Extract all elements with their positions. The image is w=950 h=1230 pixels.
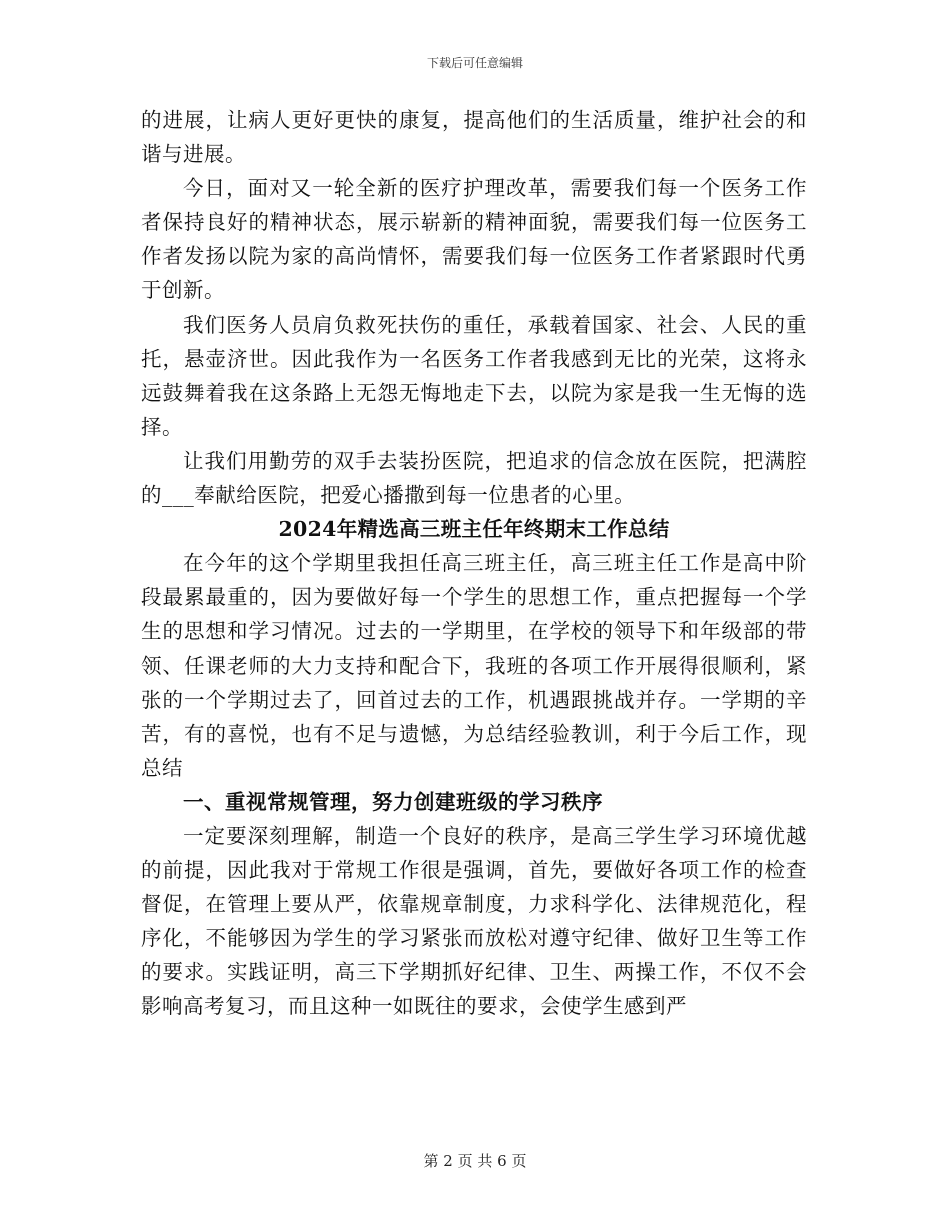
page-header: 下载后可任意编辑: [426, 56, 523, 70]
paragraph-5: 在今年的这个学期里我担任高三班主任，高三班主任工作是高中阶段最累最重的，因为要做好每一个学生的思想工作，重点把握每一个学生的思想和学习情况。过去的一学期里，在学校的领导下和年级部的带领、任课老师的大力支持和配合下，我班的各项工作开展得很顺利，紧张的一个学期过去了，回首过去的工作，机遇跟挑战并存。一学期的辛苦，有的喜悦，也有不足与遗憾，为总结经验教训，利于今后工作，现总结: [141, 551, 807, 780]
paragraph-6: 一定要深刻理解，制造一个良好的秩序，是高三学生学习环境优越的前提，因此我对于常规工作很是强调，首先，要做好各项工作的检查督促，在管理上要从严，依靠规章制度，力求科学化、法律规范化，程序化，不能够因为学生的学习紧张而放松对遵守纪律、做好卫生等工作的要求。实践证明，高三下学期抓好纪律、卫生、两操工作，不仅不会影响高考复习，而且这种一如既往的要求，会使学生感到严: [141, 823, 807, 1019]
section-heading-1: 一、重视常规管理，努力创建班级的学习秩序: [183, 789, 603, 814]
document-title: 2024年精选高三班主任年终期末工作总结: [278, 517, 670, 542]
paragraph-3: 我们医务人员肩负救死扶伤的重任，承载着国家、社会、人民的重托，悬壶济世。因此我作为一名医务工作者我感到无比的光荣，这将永远鼓舞着我在这条路上无怨无悔地走下去，以院为家是我一生无悔的选择。: [141, 312, 807, 439]
paragraph-2: 今日，面对又一轮全新的医疗护理改革，需要我们每一个医务工作者保持良好的精神状态，展示崭新的精神面貌，需要我们每一位医务工作者发扬以院为家的高尚情怀，需要我们每一位医务工作者紧跟时代勇于创新。: [141, 176, 807, 303]
paragraph-1: 的进展，让病人更好更快的康复，提高他们的生活质量，维护社会的和谐与进展。: [141, 108, 807, 167]
document-body: [141, 103, 807, 1024]
page-footer: 第 2 页 共 6 页: [423, 1152, 527, 1170]
paragraph-4: 让我们用勤劳的双手去装扮医院，把追求的信念放在医院，把满腔的___奉献给医院，把爱心播撒到每一位患者的心里。: [141, 448, 807, 508]
